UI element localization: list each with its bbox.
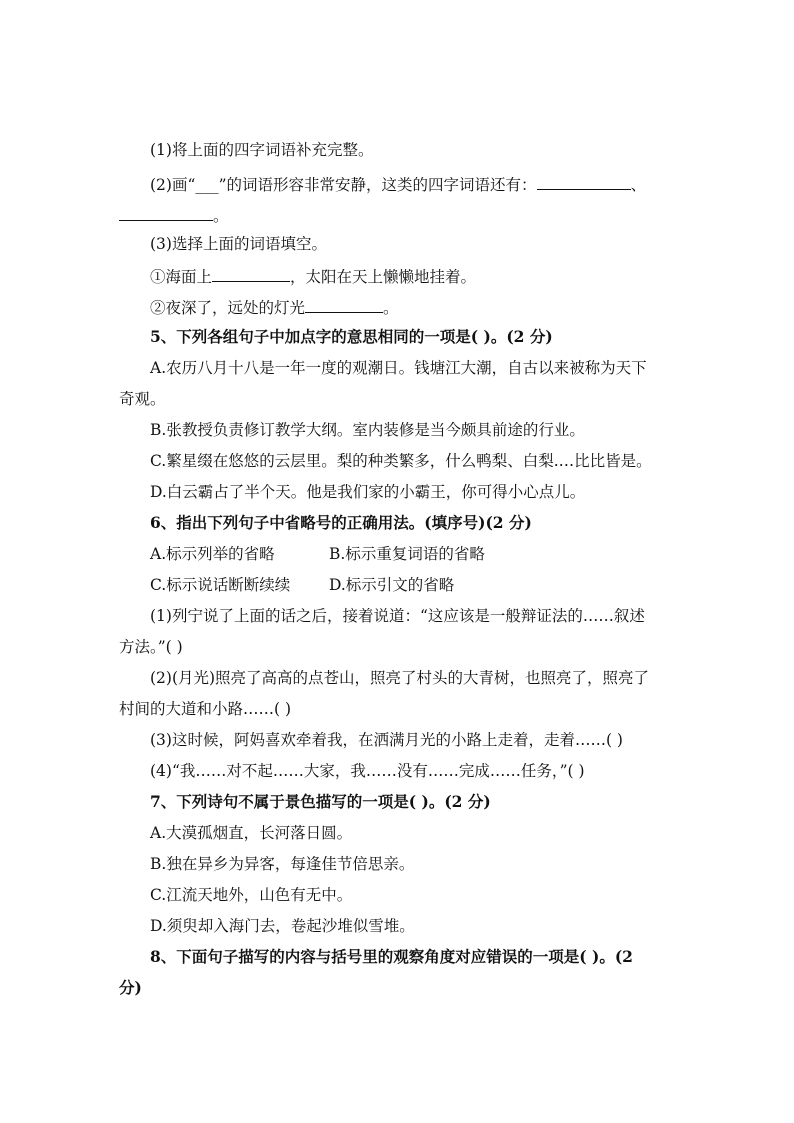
q7-option-a: A.大漠孤烟直，长河落日圆。 [150, 824, 353, 842]
q4-fill1-suffix: ，太阳在天上懒懒地挂着。 [290, 268, 477, 286]
q6-sentence1-line2: 方法。”( ) [119, 638, 183, 656]
q5-option-a-line2: 奇观。 [119, 390, 166, 408]
q4-fill2-suffix: 。 [383, 299, 399, 317]
q6-sentence1-line1: (1)列宁说了上面的话之后，接着说道：“这应该是一般辩证法的……叙述 [150, 607, 645, 625]
q5-option-d: D.白云霸占了半个天。他是我们家的小霸王，你可得小心点儿。 [150, 483, 586, 501]
q8-title-line1: 8、下面句子描写的内容与括号里的观察角度对应错误的一项是( )。(2 [150, 947, 633, 966]
answer-blank[interactable] [212, 265, 290, 282]
q8-title-line2: 分) [119, 978, 142, 997]
q4-sub2-text: (2)画“___”的词语形容非常安静，这类的四字词语还有： [150, 176, 537, 194]
answer-blank[interactable] [119, 204, 213, 221]
q4-sub3: (3)选择上面的词语填空。 [150, 235, 327, 253]
q6-option-a: A.标示列举的省略 [150, 545, 275, 563]
q4-fill2-prefix: ②夜深了，远处的灯光 [150, 299, 306, 317]
answer-blank[interactable] [537, 173, 631, 190]
q4-sub2-cont [119, 204, 229, 226]
q7-option-d: D.须臾却入海门去，卷起沙堆似雪堆。 [150, 917, 415, 935]
q4-fill1-prefix: ①海面上 [150, 268, 213, 286]
q6-sentence2-line1: (2)(月光)照亮了高高的点苍山，照亮了村头的大青树，也照亮了，照亮了 [150, 669, 650, 687]
q5-option-c: C.繁星缀在悠悠的云层里。梨的种类繁多，什么鸭梨、白梨.…比比皆是。 [150, 452, 652, 470]
q5-option-b: B.张教授负责修订教学大纲。室内装修是当今颇具前途的行业。 [150, 421, 585, 439]
q4-sub1: (1)将上面的四字词语补充完整。 [150, 141, 374, 159]
q6-option-d: D.标示引文的省略 [329, 576, 455, 594]
q5-title: 5、下列各组句子中加点字的意思相同的一项是( )。(2 分) [150, 327, 553, 346]
q6-option-c: C.标示说话断断续续 [150, 576, 291, 594]
q7-option-c: C.江流天地外，山色有无中。 [150, 886, 353, 904]
q6-sentence2-line2: 村间的大道和小路……( ) [119, 700, 292, 718]
q6-option-b: B.标示重复词语的省略 [329, 545, 485, 563]
q4-sub2-sep: 、 [630, 176, 647, 194]
q4-sub2 [150, 173, 646, 195]
q7-option-b: B.独在异乡为异客，每逢佳节倍思亲。 [150, 855, 415, 873]
q6-sentence4: (4)“我……对不起……大家，我……没有……完成……任务，”( ) [150, 762, 585, 780]
q6-sentence3: (3)这时候，阿妈喜欢牵着我，在洒满月光的小路上走着，走着……( ) [150, 731, 623, 749]
q7-title: 7、下列诗句不属于景色描写的一项是( )。(2 分) [150, 792, 491, 811]
q4-fill2 [150, 296, 399, 318]
q5-option-a-line1: A.农历八月十八是一年一度的观潮日。钱塘江大潮，自古以来被称为天下 [150, 359, 647, 377]
q6-title: 6、指出下列句子中省略号的正确用法。(填序号)(2 分) [150, 513, 532, 532]
q4-fill1 [150, 265, 476, 287]
q4-sub2-end: 。 [213, 207, 229, 225]
answer-blank[interactable] [305, 296, 383, 313]
